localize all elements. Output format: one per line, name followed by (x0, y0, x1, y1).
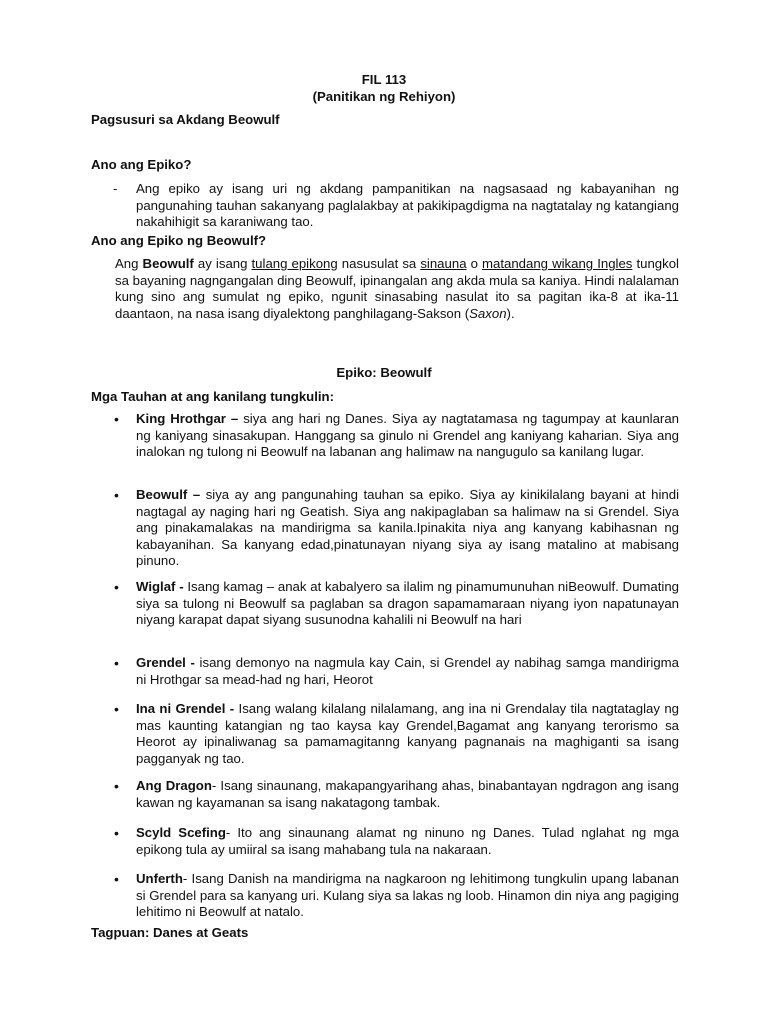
character-description (136, 701, 679, 767)
text-run: o (466, 256, 483, 271)
character-desc: isang demonyo na nagmula kay Cain, si Grendel ay nabihag samga mandirigma ni Hrothgar sa mead-had ng hari, Heorot (136, 655, 679, 687)
text-run: tungkol sa bayaning nagngangalan ding Beowulf, ipinangalan ang akda mula sa kaniya. Hindi nalalaman kung sino ang sumulat ng epiko, ngunit sinasabing nasulat ito sa pagitan ika-8 at ika-11 daantaon, na nasa isang diyalektong panghilagang-Sakson ( (115, 256, 679, 321)
character-description (136, 579, 679, 629)
beowulf-bold: Beowulf (142, 256, 194, 271)
character-desc: siya ay ang pangunahing tauhan sa epiko. Siya ay kinikilalang bayani at hindi nagtagal ay naging hari ng Geatish. Siya ang nakipaglaban sa halimaw na si Grendel. Siya ang pinakamalakas na mandirigma sa kanila.Ipinakita niya ang kanyang kabihasnan ng kabayanihan. Sa kanyang edad,pinatunayan niyang siya ay isang matalino at mabisang pinuno. (136, 487, 679, 568)
character-description (136, 871, 679, 921)
epic-title: Epiko: Beowulf (336, 365, 432, 380)
character-name: Unferth (136, 871, 183, 886)
bullet-icon: • (114, 655, 119, 671)
character-name: Wiglaf - (136, 579, 184, 594)
character-description (136, 655, 679, 688)
setting-heading: Tagpuan: Danes at Geats (91, 925, 249, 940)
course-code: FIL 113 (361, 72, 407, 87)
beowulf-epic-paragraph (115, 256, 679, 322)
character-name: King Hrothgar – (136, 411, 239, 426)
bullet-icon: • (114, 871, 119, 887)
characters-heading: Mga Tauhan at ang kanilang tungkulin: (91, 389, 334, 404)
character-description (136, 825, 679, 858)
bullet-icon: • (114, 701, 119, 717)
underlined-term: matandang wikang Ingles (482, 256, 633, 271)
character-name: Scyld Scefing (136, 825, 226, 840)
epiko-question: Ano ang Epiko? (91, 157, 192, 172)
bullet-icon: • (114, 411, 119, 427)
character-desc: - Isang sinaunang, makapangyarihang ahas, binabantayan ngdragon ang isang kawan ng kayamanan sa isang nakatagong tambak. (136, 778, 679, 810)
character-name: Beowulf – (136, 487, 201, 502)
text-run: Ang (115, 256, 143, 271)
character-name: Ang Dragon (136, 778, 212, 793)
character-name: Grendel - (136, 655, 195, 670)
bullet-icon: • (114, 579, 119, 595)
character-desc: Isang kamag – anak at kabalyero sa ilalim ng pinamumunuhan niBeowulf. Dumating siya sa tulong ni Beowulf sa paglaban sa dragon sapamamaraan niyang iyon napatunayan niyang karapat dapat siyang susunodna kahalili ni Beowulf na hari (136, 579, 679, 627)
character-desc: - Isang Danish na mandirigma na nagkaroon ng lehitimong tungkulin upang labanan si Grendel para sa kanyang uri. Kulang siya sa lakas ng loob. Hinamon din niya ang pagiging lehitimo ni Beowulf at natalo. (136, 871, 679, 919)
character-desc: Isang walang kilalang nilalamang, ang ina ni Grendalay tila nagtataglay ng mas kaunting katangian ng tao kaysa kay Grendel,Bagamat ang kanyang terorismo sa Heorot ay ipinaliwanag sa pamamagitanng kanyang pagnanais na maghiganti sa isang pagganyak ng tao. (136, 701, 679, 766)
underlined-term: tulang epikong (251, 256, 338, 271)
character-desc: - Ito ang sinaunang alamat ng ninuno ng Danes. Tulad nglahat ng mga epikong tula ay umiiral sa isang mahabang tula na nakaraan. (136, 825, 679, 857)
bullet-icon: • (114, 778, 119, 794)
character-description (136, 411, 679, 461)
character-name: Ina ni Grendel - (136, 701, 235, 716)
beowulf-epic-question: Ano ang Epiko ng Beowulf? (91, 233, 267, 248)
bullet-icon: • (114, 487, 119, 503)
text-run: ay isang (193, 256, 252, 271)
underlined-term: sinauna (420, 256, 467, 271)
character-description (136, 487, 679, 570)
course-subtitle: (Panitikan ng Rehiyon) (312, 89, 456, 104)
analysis-title: Pagsusuri sa Akdang Beowulf (91, 112, 280, 127)
text-run: ). (506, 305, 515, 321)
character-description (136, 778, 679, 811)
character-desc: siya ang hari ng Danes. Siya ay nagtatamasa ng tagumpay at kaunlaran ng kaniyang sinasakupan. Hanggang sa ginulo ni Grendel ang kaniyang kaharian. Siya ang inalokan ng tulong ni Beowulf na labanan ang halimaw na nangugulo sa kanilang lugar. (136, 411, 679, 459)
text-run: nasusulat sa (337, 256, 421, 271)
saxon-italic: Saxon (469, 305, 507, 321)
epiko-answer: Ang epiko ay isang uri ng akdang pampanitikan na nagsasaad ng kabayanihan ng pangunahing tauhan sakanyang paglalakbay at pakikipagdigma na nagtatalay ng katangiang nakahihigit sa karaniwang tao. (136, 181, 679, 229)
dash-marker: - (113, 181, 118, 196)
bullet-icon: • (114, 825, 119, 841)
